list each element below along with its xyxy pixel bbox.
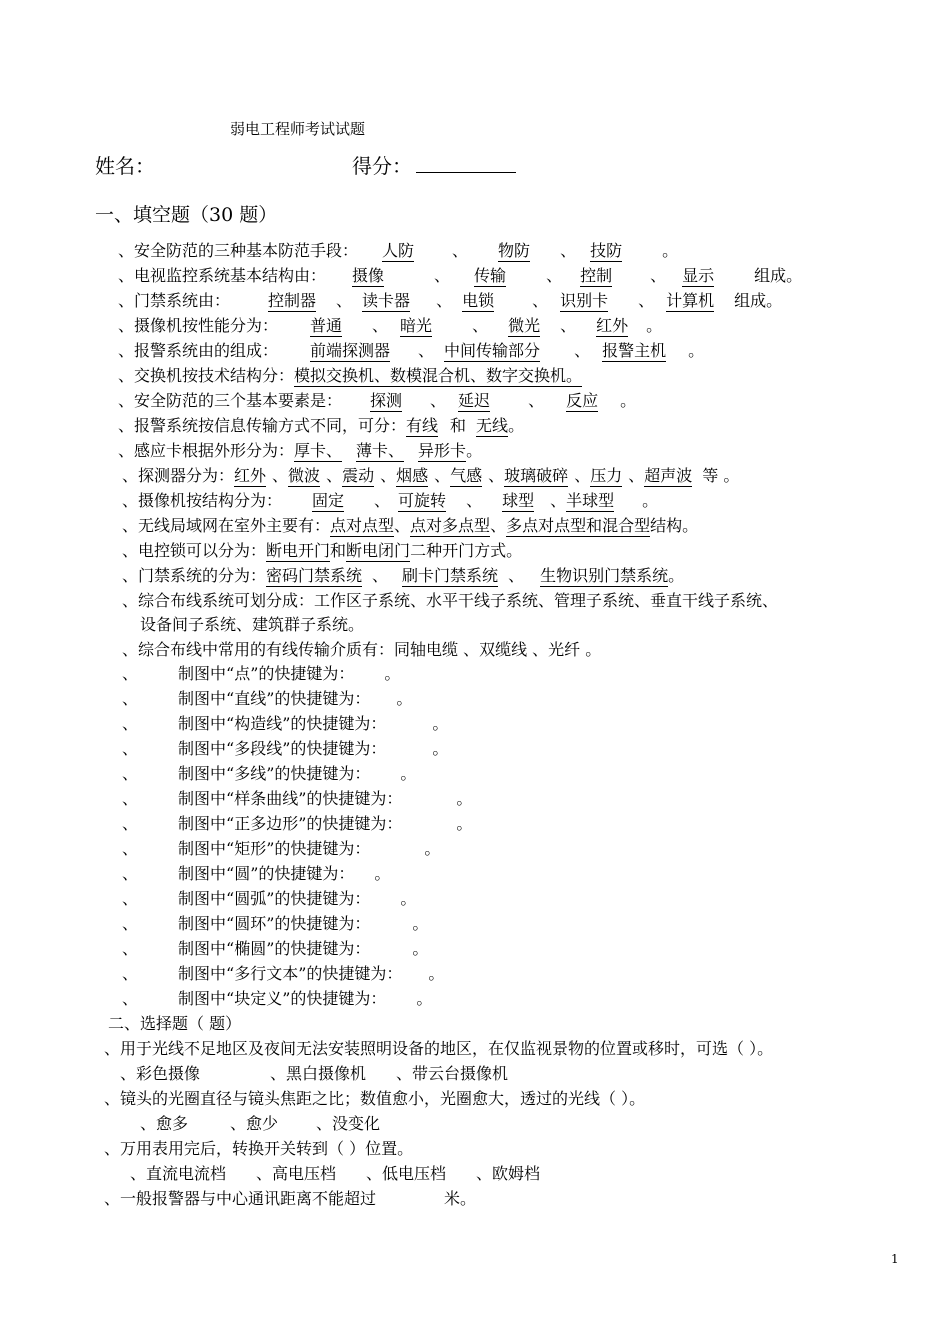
- cad-shortcut-question: [122, 789, 472, 809]
- separator: 、: [430, 391, 447, 410]
- fill-question-12: [122, 516, 698, 536]
- answer-blank: 多点对点型和混合型: [506, 516, 651, 535]
- answer-blank: 反应: [566, 391, 599, 410]
- answer-blank: 计算机: [666, 291, 715, 310]
- answer-blank: 无线: [476, 416, 509, 435]
- answer-blank: 前端探测器: [310, 341, 391, 360]
- cad-shortcut-question: [122, 939, 428, 959]
- answer-blank: 断电闭门: [346, 541, 411, 560]
- answer-blank: 模拟交换机、数模混合机、数字交换机。: [294, 366, 583, 385]
- question-text: 、摄像机按性能分为：: [118, 316, 279, 335]
- cad-shortcut-question: [122, 989, 432, 1009]
- question-text: 、门禁系统的分为：: [122, 566, 267, 585]
- separator: 、: [490, 516, 507, 535]
- question-text: 、门禁系统由：: [118, 291, 231, 310]
- question-text: 制图中“矩形”的快捷键为：: [178, 839, 371, 858]
- separator: 、: [546, 266, 563, 285]
- answer-blank: 红外: [596, 316, 629, 335]
- answer-blank: 传输: [474, 266, 507, 285]
- answer-blank: 物防: [498, 241, 531, 260]
- answer-blank: 显示: [682, 266, 715, 285]
- choice-options-2: [140, 1114, 380, 1134]
- separator: 、: [374, 491, 391, 510]
- question-end: 。: [400, 764, 417, 783]
- question-number: 、: [122, 889, 139, 908]
- cad-shortcut-question: [122, 964, 444, 984]
- question-text: 、安全防范的三个基本要素是：: [118, 391, 343, 410]
- answer-blank: 可旋转: [398, 491, 447, 510]
- separator: 、: [574, 466, 591, 485]
- question-number: 、: [122, 839, 139, 858]
- question-end: 。: [508, 416, 525, 435]
- answer-blank: 半球型: [566, 491, 615, 510]
- separator: 、: [272, 466, 289, 485]
- choice-question-2: 、镜头的光圈直径与镜头焦距之比；数值愈小，光圈愈大，透过的光线（ ）。: [104, 1089, 646, 1108]
- fill-question-2: [118, 266, 802, 286]
- separator: 、: [372, 566, 389, 585]
- answer-blank: 控制器: [268, 291, 317, 310]
- question-end: 结构。: [650, 516, 699, 535]
- answer-blank: 震动: [342, 466, 375, 485]
- score-blank: [416, 156, 516, 173]
- separator: 、: [466, 491, 483, 510]
- question-text: 制图中“块定义”的快捷键为：: [178, 989, 387, 1008]
- separator: 、: [560, 241, 577, 260]
- question-text: 制图中“正多边形”的快捷键为：: [178, 814, 403, 833]
- option: 、低电压档: [366, 1164, 447, 1183]
- score-label: 得分：: [352, 154, 412, 178]
- question-text: 制图中“多线”的快捷键为：: [178, 764, 371, 783]
- answer-blank: 微光: [508, 316, 541, 335]
- choice-options-1: [120, 1064, 508, 1084]
- document-title: 弱电工程师考试试题: [230, 120, 366, 138]
- question-text: 制图中“多段线”的快捷键为：: [178, 739, 387, 758]
- question-end: 。: [668, 566, 685, 585]
- question-number: 、: [122, 689, 139, 708]
- option: 、愈多: [140, 1114, 189, 1133]
- answer-blank: 技防: [590, 241, 623, 260]
- question-text: 、报警系统按信息传输方式不同，可分：: [118, 416, 407, 435]
- question-text: 、无线局域网在室外主要有：: [122, 516, 331, 535]
- question-end: 组成。: [734, 291, 783, 310]
- cad-shortcut-question: [122, 714, 448, 734]
- question-end: 。: [412, 939, 429, 958]
- question-end: 等 。: [702, 466, 740, 485]
- question-text: 制图中“样条曲线”的快捷键为：: [178, 789, 403, 808]
- fill-question-1: [118, 241, 678, 261]
- answer-blank: 生物识别门禁系统: [540, 566, 669, 585]
- question-text: 制图中“多行文本”的快捷键为：: [178, 964, 403, 983]
- separator: 、: [628, 466, 645, 485]
- question-number: 、: [122, 964, 139, 983]
- question-text: 、摄像机按结构分为：: [122, 491, 283, 510]
- question-text: 、探测器分为：: [122, 466, 235, 485]
- fill-question-13: [122, 541, 522, 561]
- question-text: 、电视监控系统基本结构由：: [118, 266, 327, 285]
- question-number: 、: [122, 864, 139, 883]
- separator: 、: [418, 341, 435, 360]
- question-text: 、交换机按技术结构分：: [118, 366, 295, 385]
- option: 、欧姆档: [476, 1164, 541, 1183]
- separator: 、: [528, 391, 545, 410]
- choice-question-1: 、用于光线不足地区及夜间无法安装照明设备的地区，在仅监视景物的位置或移时，可选（ ）。: [104, 1039, 774, 1058]
- cad-shortcut-question: [122, 914, 428, 934]
- option: 、没变化: [316, 1114, 381, 1133]
- fill-question-7: [118, 391, 636, 411]
- question-number: 、: [122, 664, 139, 683]
- question-number: 、: [122, 789, 139, 808]
- section2-heading: 二、选择题（ 题）: [108, 1014, 242, 1033]
- answer-blank: 控制: [580, 266, 613, 285]
- answer-blank: 中间传输部分: [444, 341, 541, 360]
- separator: 、: [472, 316, 489, 335]
- fill-question-3: [118, 291, 782, 311]
- fill-question-14: [122, 566, 684, 586]
- separator: 、: [372, 316, 389, 335]
- answer-blank: 暗光: [400, 316, 433, 335]
- answer-blank: 烟感: [396, 466, 429, 485]
- question-text: 、电控锁可以分为：: [122, 541, 267, 560]
- question-number: 、: [122, 814, 139, 833]
- answer-blank: 读卡器: [362, 291, 411, 310]
- question-text: 制图中“圆”的快捷键为：: [178, 864, 355, 883]
- question-end: 。: [412, 914, 429, 933]
- fill-question-8: [118, 416, 524, 436]
- cad-shortcut-question: [122, 764, 416, 784]
- answer-blank: 断电开门: [266, 541, 331, 560]
- answer-blank: 密码门禁系统: [266, 566, 363, 585]
- separator: 、: [434, 466, 451, 485]
- answer-blank: 有线: [406, 416, 439, 435]
- separator: 、: [638, 291, 655, 310]
- fill-question-6: [118, 366, 582, 386]
- answer-blank: 薄卡、: [356, 441, 405, 460]
- separator: 、: [532, 291, 549, 310]
- fill-question-4: [118, 316, 662, 336]
- separator: 、: [560, 316, 577, 335]
- cad-shortcut-question: [122, 739, 448, 759]
- answer-blank: 厚卡、: [294, 441, 343, 460]
- answer-blank: 点对点型: [330, 516, 395, 535]
- separator: 、: [434, 266, 451, 285]
- fill-question-15: [122, 591, 778, 635]
- answer-blank: 固定: [312, 491, 345, 510]
- question-end: 。: [432, 739, 449, 758]
- question-end: 。: [466, 441, 483, 460]
- separator: 、: [574, 341, 591, 360]
- fill-question-5: [118, 341, 704, 361]
- question-text: 制图中“直线”的快捷键为：: [178, 689, 371, 708]
- answer-blank: 摄像: [352, 266, 385, 285]
- question-number: 、: [122, 939, 139, 958]
- option: 、直流电流档: [130, 1164, 227, 1183]
- question-end: 。: [400, 889, 417, 908]
- separator: 、: [650, 266, 667, 285]
- separator: 、: [436, 291, 453, 310]
- cad-shortcut-question: [122, 689, 412, 709]
- question-end: 。: [396, 689, 413, 708]
- cad-shortcut-question: [122, 839, 440, 859]
- question-number: 、: [122, 739, 139, 758]
- question-end: 。: [642, 491, 659, 510]
- answer-blank: 电锁: [462, 291, 495, 310]
- question-text: 制图中“构造线”的快捷键为：: [178, 714, 387, 733]
- question-text-continued: 设备间子系统、建筑群子系统。: [140, 615, 365, 634]
- separator: 、: [508, 566, 525, 585]
- answer-blank: 报警主机: [602, 341, 667, 360]
- fill-question-11: [122, 491, 658, 511]
- separator: 、: [336, 291, 353, 310]
- answer-blank: 探测: [370, 391, 403, 410]
- answer-blank: 人防: [382, 241, 415, 260]
- answer-blank: 点对多点型: [410, 516, 491, 535]
- name-label: 姓名：: [95, 154, 155, 178]
- question-end: 。: [662, 241, 679, 260]
- question-end: 。: [428, 964, 445, 983]
- question-end: 。: [416, 989, 433, 1008]
- conjunction: 和: [450, 416, 467, 435]
- question-end: 二种开门方式。: [410, 541, 523, 560]
- question-text: 制图中“椭圆”的快捷键为：: [178, 939, 371, 958]
- question-end: 组成。: [754, 266, 803, 285]
- answer-blank: 刷卡门禁系统: [402, 566, 499, 585]
- question-end: 米。: [444, 1189, 477, 1208]
- question-end: 。: [374, 864, 391, 883]
- choice-question-3: 、万用表用完后，转换开关转到（ ）位置。: [104, 1139, 414, 1158]
- fill-question-16: [122, 640, 601, 660]
- separator: 、: [380, 466, 397, 485]
- page-number: 1: [891, 1252, 899, 1266]
- fill-question-9: [118, 441, 482, 461]
- option: 、愈少: [230, 1114, 279, 1133]
- question-end: 。: [688, 341, 705, 360]
- question-end: 。: [620, 391, 637, 410]
- answer-blank: 玻璃破碎: [504, 466, 569, 485]
- separator: 、: [452, 241, 469, 260]
- question-text: 制图中“圆弧”的快捷键为：: [178, 889, 371, 908]
- score-field: [352, 150, 516, 179]
- question-end: 。: [456, 814, 473, 833]
- question-number: 、: [122, 989, 139, 1008]
- fill-question-10: [122, 466, 739, 486]
- question-text: 、报警系统由的组成：: [118, 341, 279, 360]
- cad-shortcut-question: [122, 814, 472, 834]
- option: 、黑白摄像机: [270, 1064, 367, 1083]
- option: 、高电压档: [256, 1164, 337, 1183]
- question-text: 、安全防范的三种基本防范手段：: [118, 241, 359, 260]
- question-number: 、: [122, 914, 139, 933]
- separator: 、: [394, 516, 411, 535]
- answer-blank: 压力: [590, 466, 623, 485]
- question-end: 。: [456, 789, 473, 808]
- question-text: 、综合布线中常用的有线传输介质有：同轴电缆 、双缆线 、光纤 。: [122, 640, 602, 659]
- question-end: 。: [432, 714, 449, 733]
- separator: 、: [550, 491, 567, 510]
- answer-blank: 超声波: [644, 466, 693, 485]
- question-text: 制图中“圆环”的快捷键为：: [178, 914, 371, 933]
- question-number: 、: [122, 764, 139, 783]
- question-text: 、一般报警器与中心通讯距离不能超过: [104, 1189, 377, 1208]
- answer-blank: 异形卡: [418, 441, 467, 460]
- cad-shortcut-question: [122, 864, 390, 884]
- option: 、带云台摄像机: [396, 1064, 509, 1083]
- choice-question-4: [104, 1189, 476, 1209]
- question-text: 、综合布线系统可划分成：工作区子系统、水平干线子系统、管理子系统、垂直干线子系统、: [122, 591, 779, 610]
- cad-shortcut-question: [122, 889, 416, 909]
- question-end: 。: [424, 839, 441, 858]
- answer-blank: 气感: [450, 466, 483, 485]
- question-number: 、: [122, 714, 139, 733]
- separator: 、: [326, 466, 343, 485]
- question-end: 。: [384, 664, 401, 683]
- answer-blank: 识别卡: [560, 291, 609, 310]
- question-text: 、感应卡根据外形分为：: [118, 441, 295, 460]
- answer-blank: 微波: [288, 466, 321, 485]
- question-end: 。: [646, 316, 663, 335]
- question-text: 制图中“点”的快捷键为：: [178, 664, 355, 683]
- option: 、彩色摄像: [120, 1064, 201, 1083]
- conjunction: 和: [330, 541, 347, 560]
- answer-blank: 球型: [502, 491, 535, 510]
- answer-blank: 延迟: [458, 391, 491, 410]
- answer-blank: 红外: [234, 466, 267, 485]
- section1-heading: 一、填空题（30 题）: [95, 204, 278, 226]
- cad-shortcut-question: [122, 664, 400, 684]
- answer-blank: 普通: [310, 316, 343, 335]
- separator: 、: [488, 466, 505, 485]
- choice-options-3: [130, 1164, 540, 1184]
